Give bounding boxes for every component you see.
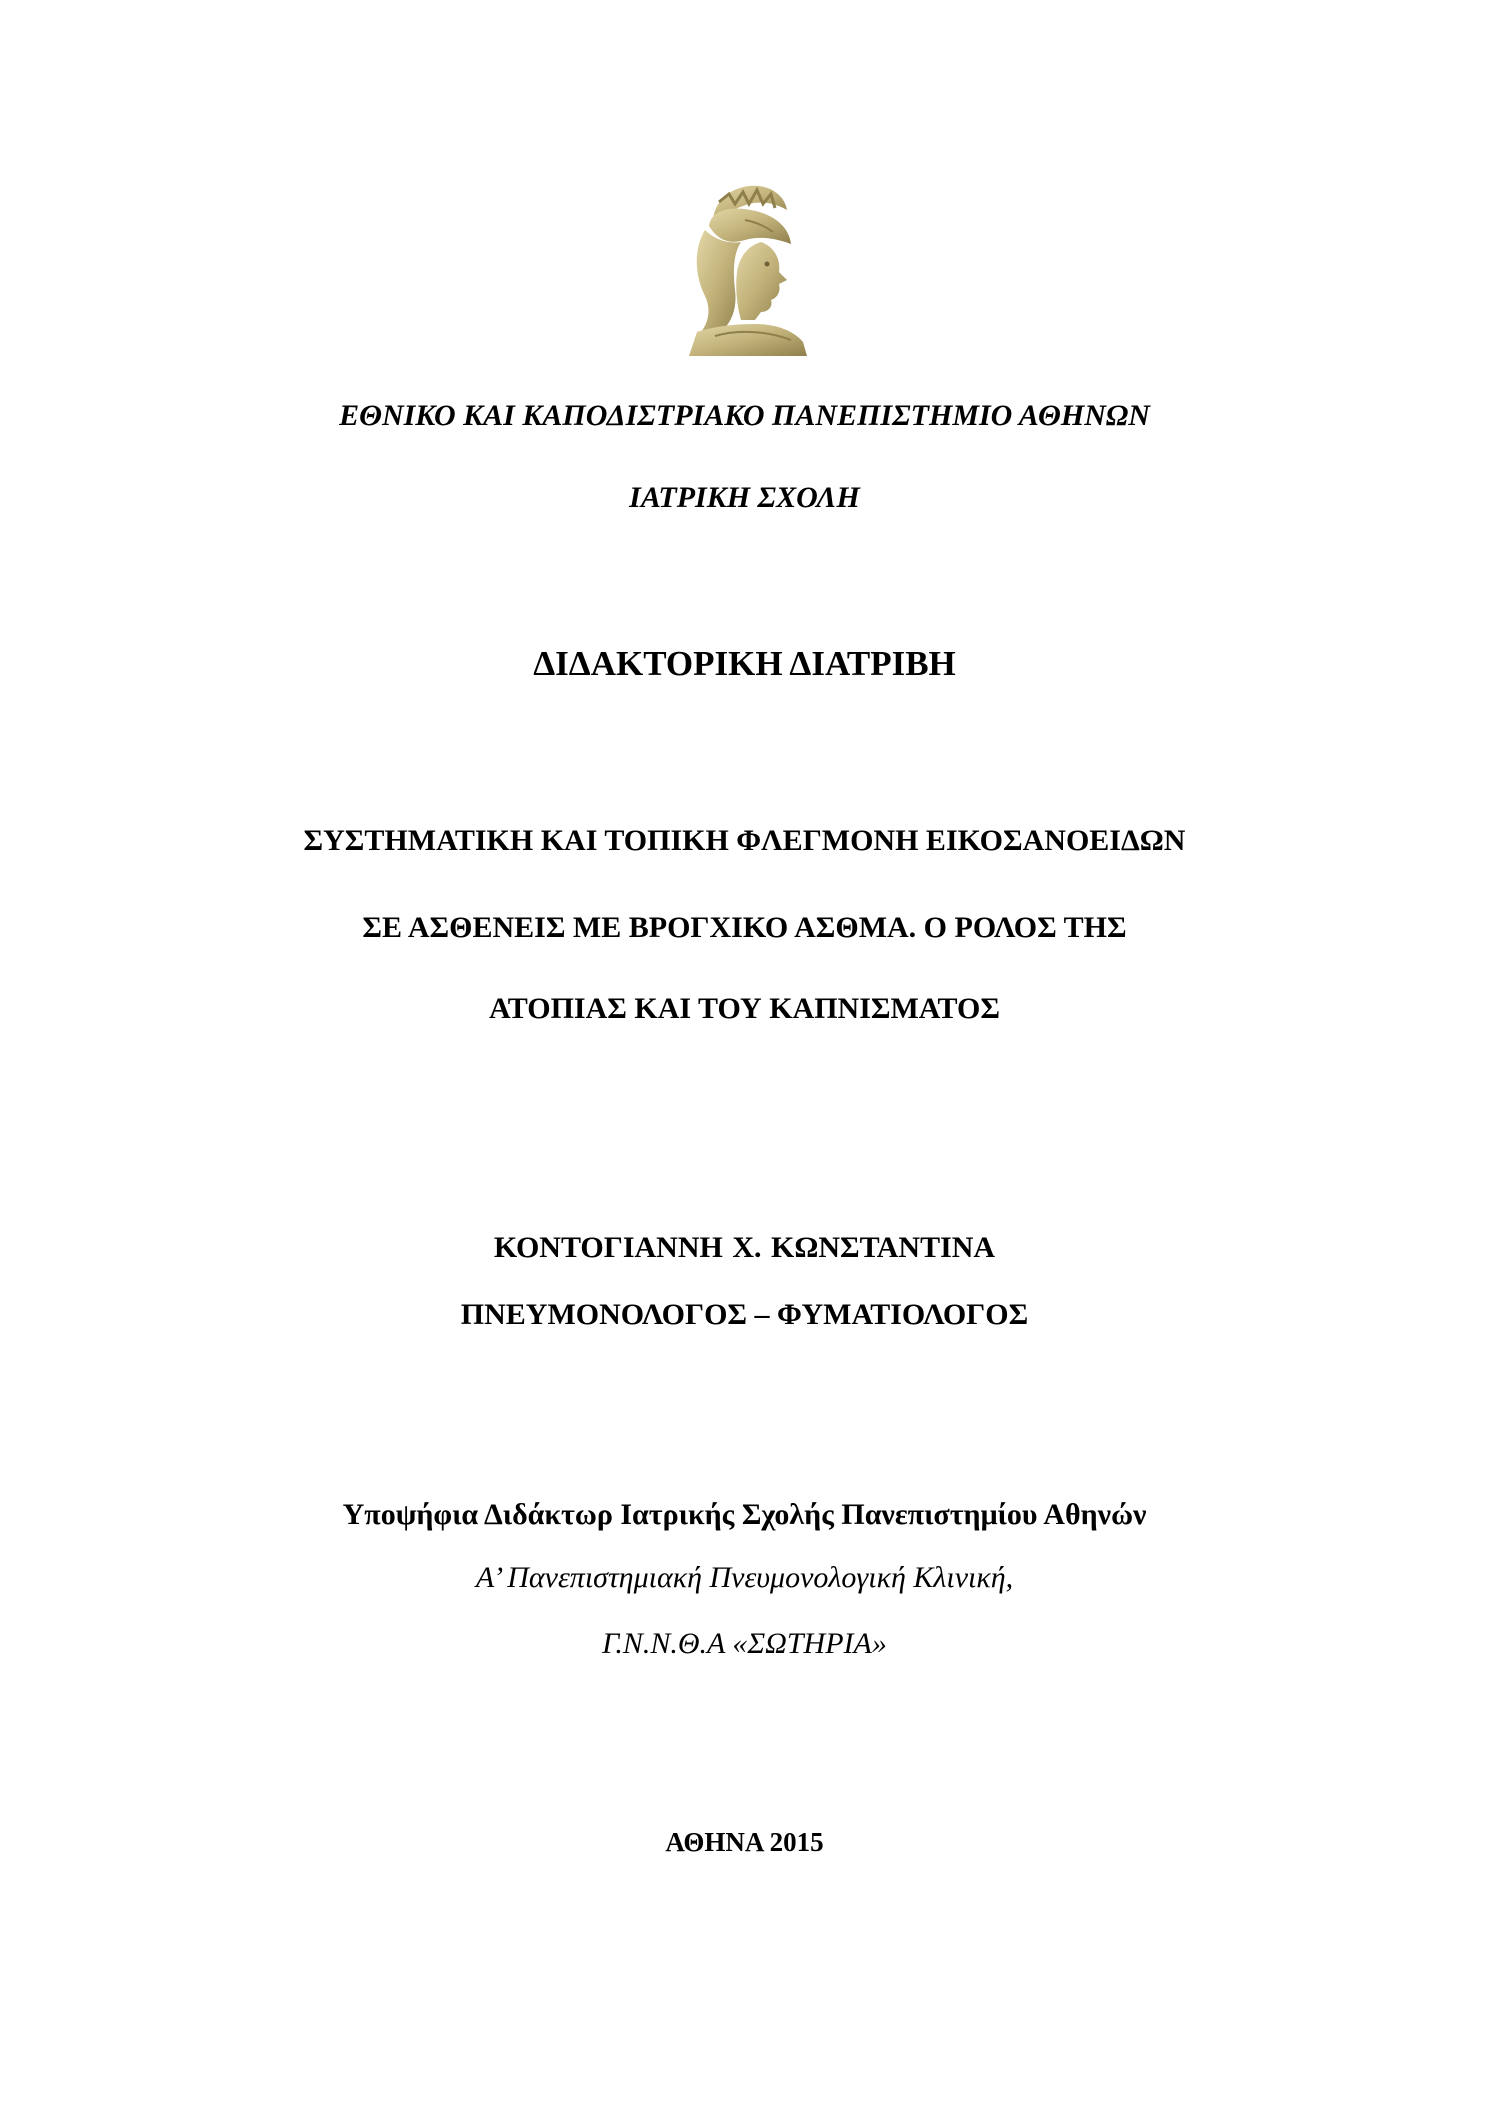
school-name: ΙΑΤΡΙΚΗ ΣΧΟΛΗ xyxy=(629,481,860,514)
thesis-title-line-1: ΣΥΣΤΗΜΑΤΙΚΗ ΚΑΙ ΤΟΠΙΚΗ ΦΛΕΓΜΟΝΗ ΕΙΚΟΣΑΝΟΕΙΔΩΝ xyxy=(303,824,1186,857)
hospital-name: Γ.Ν.Ν.Θ.Α «ΣΩΤΗΡΙΑ» xyxy=(602,1627,887,1660)
place-and-year: ΑΘΗΝΑ 2015 xyxy=(665,1827,824,1857)
candidate-description: Υποψήφια Διδάκτωρ Ιατρικής Σχολής Πανεπιστημίου Αθηνών xyxy=(342,1498,1147,1531)
athena-head-icon xyxy=(675,180,823,358)
author-name: ΚΟΝΤΟΓΙΑΝΝΗ Χ. ΚΩΝΣΤΑΝΤΙΝΑ xyxy=(493,1231,996,1264)
thesis-title-line-3: ΑΤΟΠΙΑΣ ΚΑΙ ΤΟΥ ΚΑΠΝΙΣΜΑΤΟΣ xyxy=(489,992,1000,1025)
athena-head-logo xyxy=(675,180,823,358)
university-name: ΕΘΝΙΚΟ ΚΑΙ ΚΑΠΟΔΙΣΤΡΙΑΚΟ ΠΑΝΕΠΙΣΤΗΜΙΟ ΑΘΗΝΩΝ xyxy=(339,399,1150,432)
author-specialty: ΠΝΕΥΜΟΝΟΛΟΓΟΣ – ΦΥΜΑΤΙΟΛΟΓΟΣ xyxy=(460,1298,1029,1331)
thesis-title-line-2: ΣΕ ΑΣΘΕΝΕΙΣ ΜΕ ΒΡΟΓΧΙΚΟ ΑΣΘΜΑ. Ο ΡΟΛΟΣ ΤΗΣ xyxy=(362,911,1127,944)
document-type: ΔΙΔΑΚΤΟΡΙΚΗ ΔΙΑΤΡΙΒΗ xyxy=(533,644,956,683)
clinic-name: Α’ Πανεπιστημιακή Πνευμονολογική Κλινική, xyxy=(475,1561,1014,1594)
